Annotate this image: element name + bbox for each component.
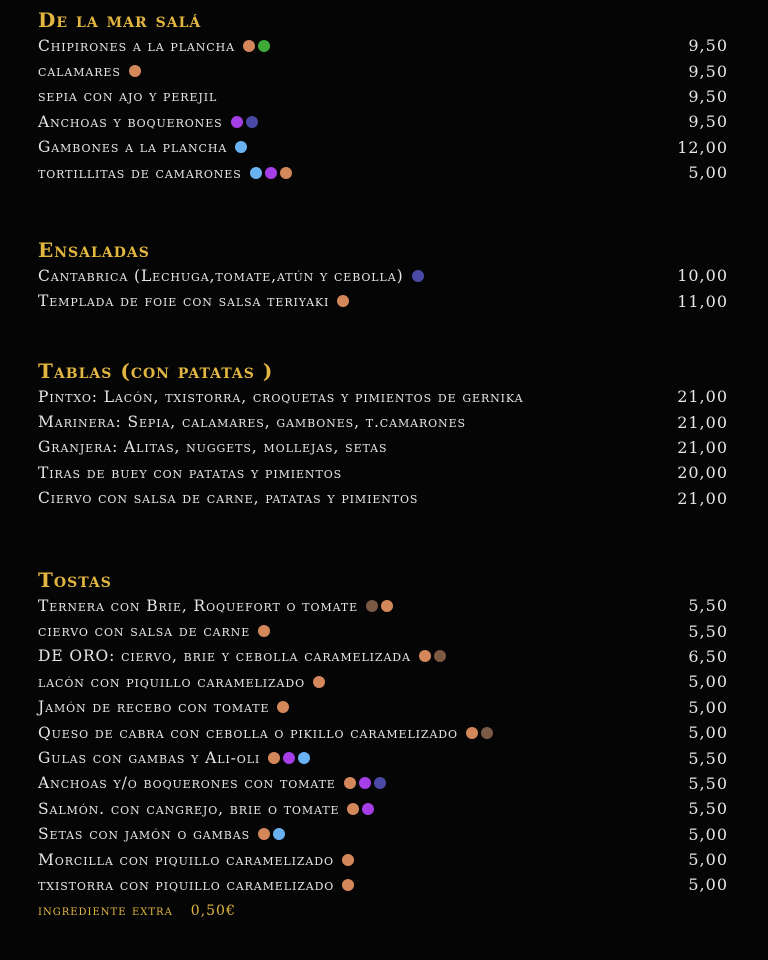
menu-item-price: 9,50 [688,112,728,132]
menu-item-name: Ciervo con salsa de carne, patatas y pimientos [38,489,419,508]
menu-item-name: Gulas con gambas y Ali-oli [38,749,261,768]
orange-allergen-dot-icon [129,65,141,77]
blue-allergen-dot-icon [298,752,310,764]
menu-item-name: DE ORO: ciervo, brie y cebolla caramelizada [38,647,411,666]
blue-allergen-dot-icon [250,167,262,179]
blue-allergen-dot-icon [235,141,247,153]
menu-item-name: sepia con ajo y perejil [38,87,218,106]
section-ensaladas [38,237,728,314]
menu-item [38,822,728,847]
menu-item-name-wrap [38,138,247,156]
allergen-dots [243,40,270,52]
menu-item-price: 5,00 [688,163,728,183]
menu-item-name-wrap [38,774,386,792]
section-title: Ensaladas [38,238,150,262]
item-list [38,263,728,314]
menu-item-price: 5,00 [688,697,728,717]
menu-item-price: 5,50 [688,799,728,819]
menu-item-price: 9,50 [688,86,728,106]
menu-item [38,460,728,485]
menu-item-name: Ternera con Brie, Roquefort o tomate [38,596,359,615]
section-title: De la mar salá [38,8,202,32]
menu-item-name-wrap [38,292,349,310]
menu-item-name-wrap [38,164,292,182]
menu-item [38,288,728,313]
allergen-dots [337,295,349,307]
menu-item [38,669,728,694]
allergen-dots [250,167,292,179]
menu-item-name: Morcilla con piquillo caramelizado [38,850,334,869]
orange-allergen-dot-icon [313,676,325,688]
menu-item-name: Gambones a la plancha [38,138,228,157]
menu-item-name-wrap [38,413,466,431]
navy-allergen-dot-icon [374,777,386,789]
menu-item-name: txistorra con piquillo caramelizado [38,875,335,894]
menu-item-price: 20,00 [677,463,728,483]
menu-item-name: Anchoas y/o boquerones con tomate [38,774,336,793]
allergen-dots [342,879,354,891]
menu-item-name: Jamón de recebo con tomate [38,698,270,717]
menu-item-name-wrap [38,749,310,767]
menu-item-name-wrap [38,825,285,843]
orange-allergen-dot-icon [419,650,431,662]
orange-allergen-dot-icon [347,803,359,815]
menu-item-name-wrap [38,800,374,818]
menu-item-name: Chipirones a la plancha [38,36,235,55]
menu-item-price: 9,50 [688,61,728,81]
menu-item-price: 5,00 [688,850,728,870]
extra-price: 0,50€ [190,903,236,919]
orange-allergen-dot-icon [344,777,356,789]
menu-item-name-wrap [38,724,493,742]
menu-item [38,160,728,185]
menu-item [38,486,728,511]
menu-item-name: ciervo con salsa de carne [38,622,251,641]
extra-label: ingrediente extra [38,903,173,919]
menu-item-price: 5,50 [688,621,728,641]
allergen-dots [231,116,258,128]
menu-item-price: 5,00 [688,875,728,895]
allergen-dots [129,65,141,77]
orange-allergen-dot-icon [258,828,270,840]
navy-allergen-dot-icon [412,270,424,282]
menu-item-price: 12,00 [677,137,728,157]
orange-allergen-dot-icon [280,167,292,179]
green-allergen-dot-icon [258,40,270,52]
menu-item-name: Queso de cabra con cebolla o pikillo caramelizado [38,723,458,742]
blue-allergen-dot-icon [273,828,285,840]
menu-item-name-wrap [38,647,446,665]
menu-item [38,695,728,720]
allergen-dots [412,270,424,282]
extra-ingredient-note [38,903,254,919]
menu-item-name-wrap [38,388,523,406]
menu-item [38,109,728,134]
orange-allergen-dot-icon [342,854,354,866]
menu-item-name: Cantabrica (Lechuga,tomate,atún y cebolla) [38,266,404,285]
menu-item-name: Marinera: Sepia, calamares, gambones, t.camarones [38,413,466,432]
menu-item-name: Anchoas y boquerones [38,112,223,131]
brown-allergen-dot-icon [434,650,446,662]
menu-item-name-wrap [38,87,217,105]
allergen-dots [277,701,289,713]
menu-item-name: lacón con piquillo caramelizado [38,672,306,691]
orange-allergen-dot-icon [258,625,270,637]
menu-item-name: Setas con jamón o gambas [38,825,251,844]
orange-allergen-dot-icon [243,40,255,52]
menu-item-price: 5,00 [688,672,728,692]
allergen-dots [419,650,446,662]
menu-item-price: 21,00 [677,488,728,508]
brown-allergen-dot-icon [481,727,493,739]
menu-item-price: 6,50 [688,646,728,666]
menu-item [38,435,728,460]
allergen-dots [466,727,493,739]
menu-item-price: 11,00 [677,291,728,311]
menu-item-name-wrap [38,673,325,691]
menu-item [38,33,728,58]
menu-item [38,771,728,796]
menu-item-name-wrap [38,489,418,507]
orange-allergen-dot-icon [277,701,289,713]
orange-allergen-dot-icon [466,727,478,739]
menu-item-name-wrap [38,876,354,894]
menu-item [38,593,728,618]
menu-item-name-wrap [38,851,354,869]
menu-item-name: Salmón. con cangrejo, brie o tomate [38,799,340,818]
menu-item [38,135,728,160]
menu-item [38,644,728,669]
menu-item-price: 5,50 [688,748,728,768]
menu-item-name: Pintxo: Lacón, txistorra, croquetas y pimientos de gernika [38,387,524,406]
menu-item-price: 21,00 [677,437,728,457]
allergen-dots [342,854,354,866]
menu-item-price: 5,50 [688,596,728,616]
menu-item-name-wrap [38,267,424,285]
section-tablas [38,358,728,511]
purple-allergen-dot-icon [359,777,371,789]
allergen-dots [258,625,270,637]
orange-allergen-dot-icon [381,600,393,612]
menu-item-name: Tiras de buey con patatas y pimientos [38,463,343,482]
item-list [38,33,728,185]
menu-item-name-wrap [38,464,342,482]
brown-allergen-dot-icon [366,600,378,612]
menu-item-price: 5,00 [688,723,728,743]
menu-item [38,384,728,409]
section-title: Tostas [38,568,112,592]
menu-item [38,263,728,288]
menu-item-price: 9,50 [688,36,728,56]
menu-item-name-wrap [38,113,258,131]
menu-item [38,618,728,643]
allergen-dots [258,828,285,840]
allergen-dots [235,141,247,153]
menu-item-name: calamares [38,62,121,81]
menu-item [38,58,728,83]
allergen-dots [313,676,325,688]
menu-item-name-wrap [38,622,270,640]
allergen-dots [347,803,374,815]
allergen-dots [344,777,386,789]
menu-item-price: 21,00 [677,387,728,407]
orange-allergen-dot-icon [337,295,349,307]
item-list [38,593,728,898]
menu-item-price: 5,00 [688,824,728,844]
allergen-dots [268,752,310,764]
menu-item [38,847,728,872]
item-list [38,384,728,511]
menu-item-name-wrap [38,37,270,55]
orange-allergen-dot-icon [268,752,280,764]
purple-allergen-dot-icon [265,167,277,179]
menu-item-name: Granjera: Alitas, nuggets, mollejas, setas [38,438,388,457]
menu-item [38,745,728,770]
menu-item-price: 21,00 [677,412,728,432]
menu-item [38,872,728,897]
menu-item-name-wrap [38,597,393,615]
section-tostas [38,567,728,898]
purple-allergen-dot-icon [231,116,243,128]
menu-item-name-wrap [38,438,387,456]
section-title: Tablas (con patatas ) [38,359,274,383]
menu-item-name: tortillitas de camarones [38,163,242,182]
menu-item [38,796,728,821]
section-de-la-mar [38,7,728,185]
purple-allergen-dot-icon [283,752,295,764]
orange-allergen-dot-icon [342,879,354,891]
menu-item [38,720,728,745]
menu-item-name-wrap [38,698,289,716]
purple-allergen-dot-icon [362,803,374,815]
navy-allergen-dot-icon [246,116,258,128]
menu-item [38,409,728,434]
menu-item-name: Templada de foie con salsa teriyaki [38,292,330,311]
menu-item-price: 10,00 [677,266,728,286]
menu-item-price: 5,50 [688,773,728,793]
menu-item [38,84,728,109]
menu-item-name-wrap [38,62,141,80]
allergen-dots [366,600,393,612]
